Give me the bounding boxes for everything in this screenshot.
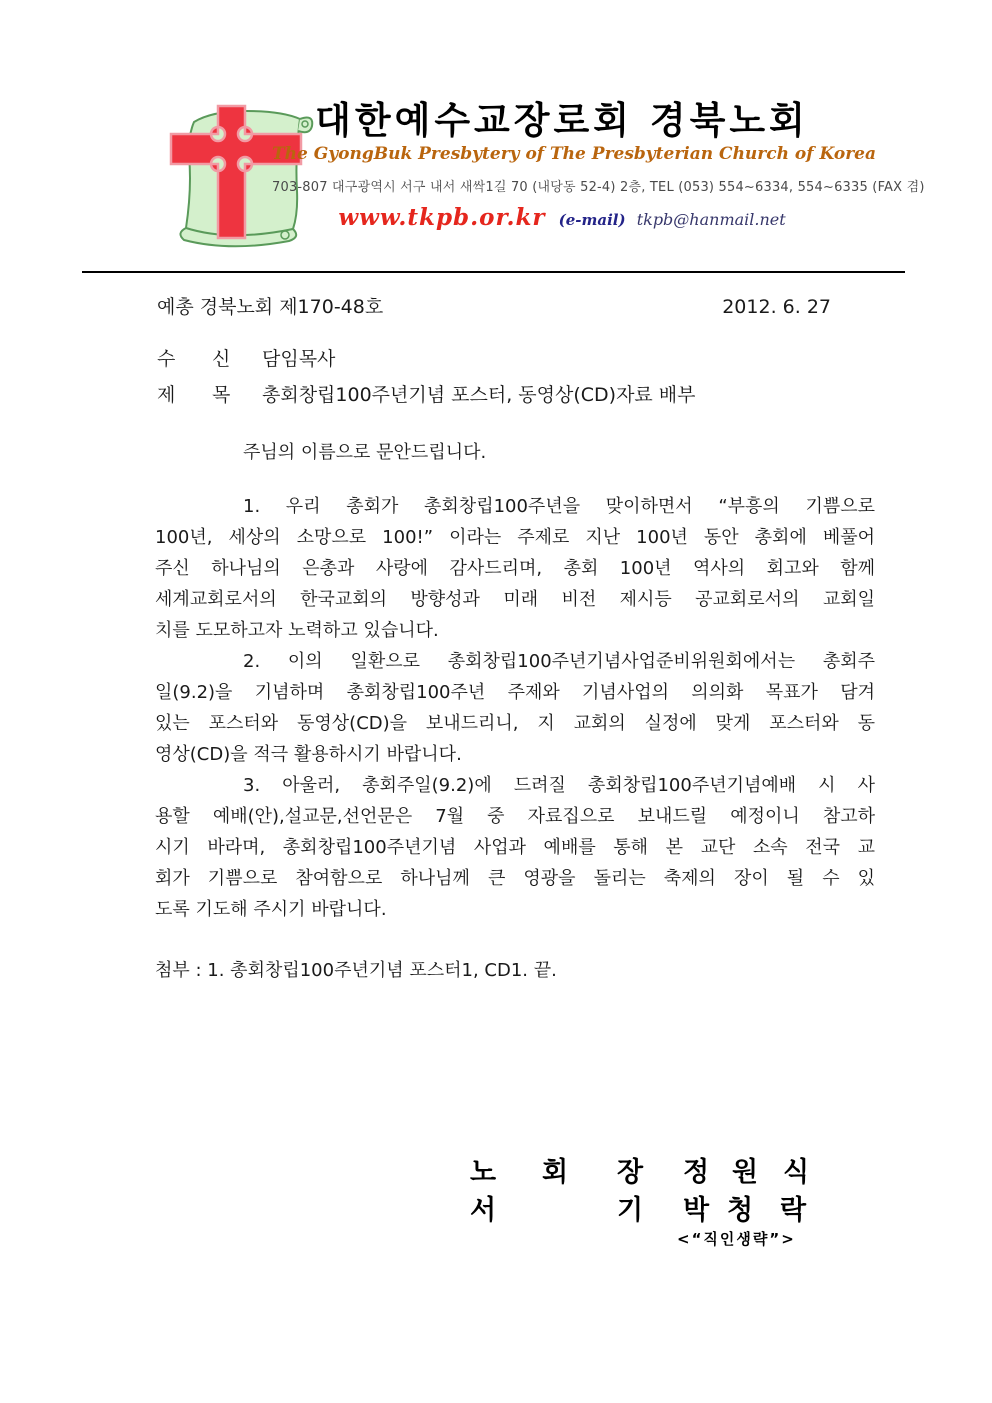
body-line: 시기 바라며, 총회창립100주년기념 사업과 예배를 통해 본 교단 소속 전국 교	[155, 837, 875, 858]
recipient-label-2: 신	[212, 348, 231, 370]
letterhead-title-korean: 대한예수교장로회 경북노회	[315, 98, 809, 142]
body-line: 영상(CD)을 적극 활용하시기 바랍니다.	[155, 744, 462, 765]
body-line: 도록 기도해 주시기 바랍니다.	[155, 899, 387, 920]
body-line: 세계교회로서의 한국교회의 방향성과 미래 비전 제시등 공교회로서의 교회일	[155, 589, 875, 610]
website-url: www.tkpb.or.kr	[338, 203, 546, 231]
signature-char: 노	[470, 1157, 497, 1188]
body-line: 주님의 이름으로 문안드립니다.	[243, 442, 487, 463]
letterhead-address: 703-807 대구광역시 서구 내서 새싹1길 70 (내당동 52-4) 2층, TEL (053) 554~6334, 554~6335 (FAX 겸)	[272, 179, 925, 195]
signature-char: 장	[617, 1157, 644, 1188]
signature-char: 락	[780, 1195, 807, 1226]
letterhead-contact-line	[272, 204, 852, 231]
letterhead-subtitle-english: The GyongBuk Presbytery of The Presbyterian Church of Korea	[272, 143, 876, 164]
recipient-label: 수	[157, 348, 176, 370]
subject-row	[157, 382, 696, 408]
signature-char: 원	[732, 1157, 759, 1188]
body-line: 첨부 : 1. 총회창립100주년기념 포스터1, CD1. 끝.	[155, 960, 557, 981]
document-date: 2012. 6. 27	[722, 296, 831, 318]
subject-label-2: 목	[212, 384, 231, 406]
document-meta-row	[157, 294, 877, 320]
signature-char: 기	[617, 1195, 644, 1226]
body-text	[155, 437, 875, 986]
body-line: 일(9.2)을 기념하며 총회창립100주년 주제와 기념사업의 의의화 목표가 담겨	[155, 682, 875, 703]
body-line: 회가 기쁨으로 참여함으로 하나님께 큰 영광을 돌리는 축제의 장이 될 수 있	[155, 868, 875, 889]
signature-block	[455, 1150, 875, 1270]
body-line: 용할 예배(안),설교문,선언문은 7월 중 자료집으로 보내드릴 예정이니 참고하	[155, 806, 875, 827]
body-line: 3. 아울러, 총회주일(9.2)에 드려질 총회창립100주년기념예배 시 사	[243, 775, 875, 796]
email-label: (e-mail)	[558, 210, 626, 229]
signature-row-moderator	[455, 1150, 875, 1188]
recipient-row	[157, 346, 335, 372]
signature-char: 회	[542, 1157, 569, 1188]
body-line: 치를 도모하고자 노력하고 있습니다.	[155, 620, 439, 641]
recipient-value: 담임목사	[262, 348, 336, 370]
letterhead-divider-line	[82, 271, 905, 273]
body-line: 주신 하나님의 은총과 사랑에 감사드리며, 총회 100년 역사의 회고와 함께	[155, 558, 875, 579]
letterhead	[272, 98, 925, 231]
email-address: tkpb@hanmail.net	[636, 209, 786, 229]
signature-char: 서	[470, 1195, 497, 1226]
body-line: 있는 포스터와 동영상(CD)을 보내드리니, 지 교회의 실정에 맞게 포스터와 동	[155, 713, 875, 734]
body-line: 100년, 세상의 소망으로 100!” 이라는 주제로 지난 100년 동안 총회에 베풀어	[155, 527, 875, 548]
signature-char: 정	[683, 1157, 710, 1188]
document-number: 예총 경북노회 제170-48호	[157, 296, 384, 318]
signature-char: 식	[783, 1157, 810, 1188]
subject-value: 총회창립100주년기념 포스터, 동영상(CD)자료 배부	[262, 384, 696, 406]
subject-label: 제	[157, 384, 176, 406]
body-line: 2. 이의 일환으로 총회창립100주년기념사업준비위원회에서는 총회주	[243, 651, 875, 672]
seal-omitted-note: <“직인생략”>	[677, 1230, 796, 1248]
signature-char: 청	[727, 1195, 754, 1226]
signature-row-secretary	[455, 1188, 875, 1226]
body-line: 1. 우리 총회가 총회창립100주년을 맞이하면서 “부흥의 기쁨으로	[243, 496, 875, 517]
signature-char: 박	[683, 1195, 710, 1226]
